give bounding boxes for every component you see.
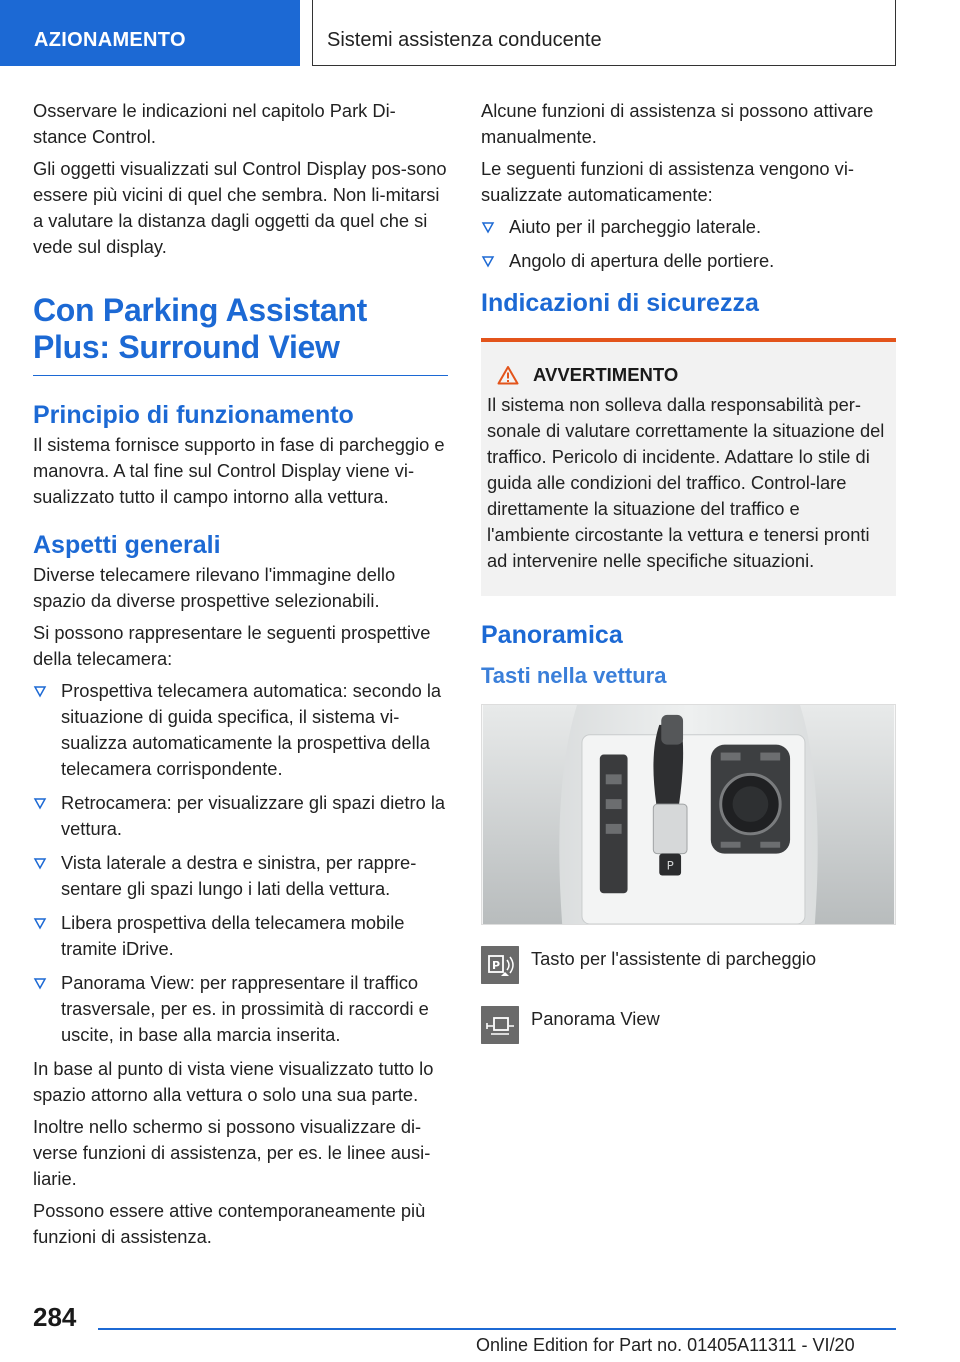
triangle-bullet-icon (33, 796, 47, 810)
list-item: Aiuto per il parcheggio laterale. (481, 214, 896, 240)
edition-note: Online Edition for Part no. 01405A11311 - VI/20 (476, 1335, 855, 1355)
triangle-bullet-icon (33, 856, 47, 870)
svg-text:P: P (666, 858, 674, 873)
auto-functions-list (481, 214, 896, 274)
right-column (481, 98, 896, 1044)
footer-divider (98, 1328, 896, 1330)
camera-perspectives-list (33, 678, 448, 1048)
right-paragraph-2: Le seguenti funzioni di assistenza vengono vi-sualizzate automaticamente: (481, 158, 854, 205)
page-header (0, 0, 960, 66)
principle-paragraph: Il sistema fornisce supporto in fase di parcheggio e manovra. A tal fine sul Control Display viene vi-sualizzato tutto il campo intorno alla vettura. (33, 434, 445, 507)
center-console-photo (481, 704, 896, 925)
list-item: Vista laterale a destra e sinistra, per rappre-sentare gli spazi lungo i lati della vettura. (33, 850, 448, 902)
left-column (33, 98, 448, 1256)
panorama-view-icon (481, 1006, 519, 1044)
section-title: Sistemi assistenza conducente (312, 0, 896, 66)
triangle-bullet-icon (481, 254, 495, 268)
triangle-bullet-icon (33, 916, 47, 930)
outro-paragraph-1: In base al punto di vista viene visualizzato tutto lo spazio attorno alla vettura o solo una sua parte. (33, 1058, 434, 1105)
key-row-parking-assistant (481, 946, 896, 984)
list-item: Panorama View: per rappresentare il traffico trasversale, per es. in prossimità di raccordi e uscite, in base alla marcia inserita. (33, 970, 448, 1048)
key-label: Panorama View (531, 1008, 660, 1029)
svg-text:P: P (491, 959, 501, 972)
warning-title: AVVERTIMENTO (487, 364, 886, 386)
main-heading: Con Parking Assistant Plus: Surround View (33, 292, 448, 376)
key-label: Tasto per l'assistente di parcheggio (531, 948, 816, 969)
parking-assistant-icon (481, 946, 519, 984)
triangle-bullet-icon (33, 976, 47, 990)
general-paragraph-1: Diverse telecamere rilevano l'immagine dello spazio da diverse prospettive selezionabili. (33, 564, 396, 611)
list-item: Angolo di apertura delle portiere. (481, 248, 896, 274)
outro-paragraph-2: Inoltre nello schermo si possono visualizzare di-verse funzioni di assistenza, per es. le linee ausi-liarie. (33, 1116, 431, 1189)
list-item: Retrocamera: per visualizzare gli spazi dietro la vettura. (33, 790, 448, 842)
intro-paragraph-1: Osservare le indicazioni nel capitolo Park Di-stance Control. (33, 100, 396, 147)
triangle-bullet-icon (481, 220, 495, 234)
outro-paragraph-3: Possono essere attive contemporaneamente più funzioni di assistenza. (33, 1200, 426, 1247)
warning-box (481, 338, 896, 596)
heading-safety: Indicazioni di sicurezza (481, 289, 759, 317)
warning-triangle-icon (497, 365, 519, 385)
list-item: Prospettiva telecamera automatica: secondo la situazione di guida specifica, il sistema vi-sualizza automaticamente la prospettiva della telecamera corrispondente. (33, 678, 448, 782)
key-row-panorama-view (481, 1006, 896, 1044)
triangle-bullet-icon (33, 684, 47, 698)
heading-keys: Tasti nella vettura (481, 663, 667, 688)
list-item: Libera prospettiva della telecamera mobile tramite iDrive. (33, 910, 448, 962)
general-paragraph-2: Si possono rappresentare le seguenti prospettive della telecamera: (33, 622, 431, 669)
heading-overview: Panoramica (481, 621, 623, 649)
warning-text: Il sistema non solleva dalla responsabilità per-sonale di valutare correttamente la situazione del traffico. Pericolo di incidente. Adattare lo stile di guida alle condizioni del traffico. Control-lare direttamente la situazione del traffico e l'ambiente circostante la vettura e tenersi pronti ad intervenire nelle specifiche situazioni. (487, 394, 885, 571)
heading-principle: Principio di funzionamento (33, 401, 354, 429)
chapter-tab: AZIONAMENTO (0, 0, 300, 66)
intro-paragraph-2: Gli oggetti visualizzati sul Control Display pos-sono essere più vicini di quel che sembra. Non li-mitarsi a valutare la distanza dagli oggetti da quel che si vede sul display. (33, 158, 447, 257)
page-number: 284 (33, 1302, 77, 1332)
heading-general: Aspetti generali (33, 531, 221, 559)
right-paragraph-1: Alcune funzioni di assistenza si possono attivare manualmente. (481, 100, 874, 147)
